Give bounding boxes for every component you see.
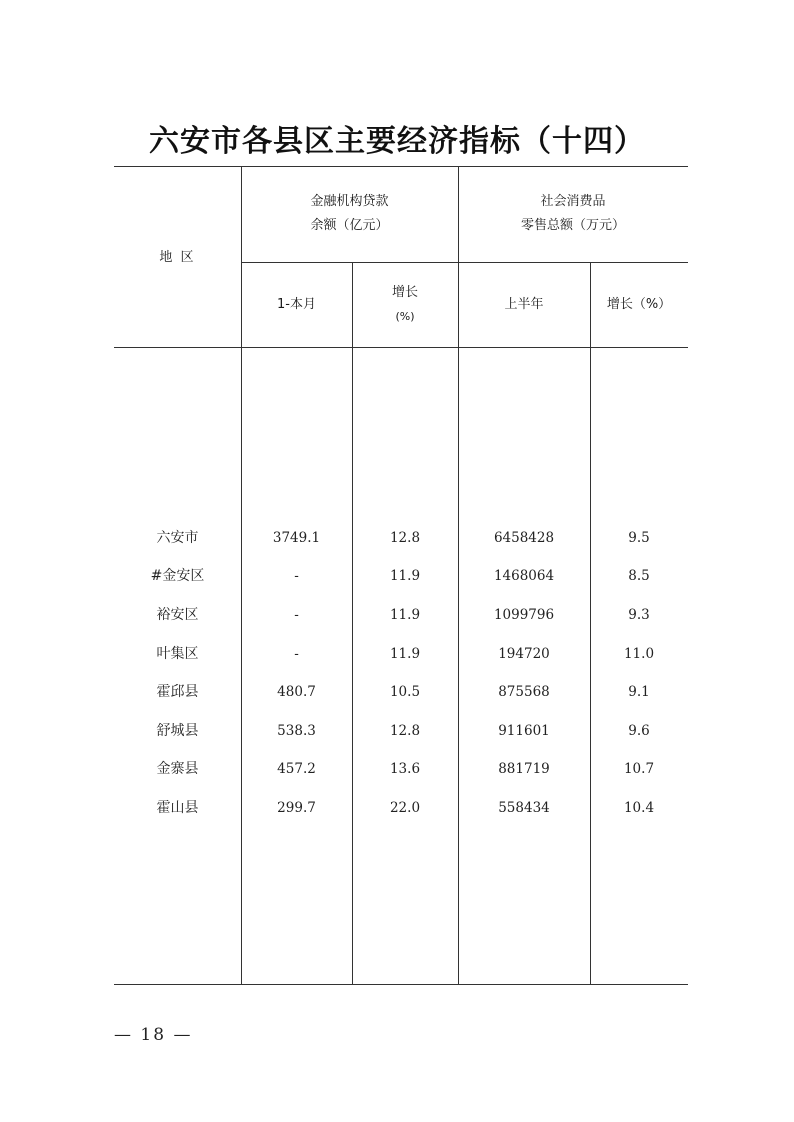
row-7-retail: 558434 — [498, 800, 550, 816]
header-retail-group — [458, 190, 688, 238]
row-4-retail-growth: 9.1 — [628, 684, 650, 700]
row-4-loan: 480.7 — [277, 684, 316, 700]
row-6-loan: 457.2 — [277, 761, 316, 777]
row-0-loan: 3749.1 — [272, 530, 321, 546]
row-5-retail-growth: 9.6 — [628, 723, 650, 739]
row-1-region: #金安区 — [150, 568, 205, 584]
header-loan-group — [241, 190, 458, 238]
row-1-retail: 1468064 — [493, 568, 555, 584]
header-region — [114, 246, 241, 270]
row-2-retail: 1099796 — [493, 607, 555, 623]
row-0-loan-growth: 12.8 — [389, 530, 421, 546]
header-loan-growth — [352, 281, 458, 329]
row-7-loan: 299.7 — [277, 800, 316, 816]
header-retail-period-label: 上半年 — [504, 297, 544, 312]
row-1-retail-growth: 8.5 — [628, 568, 650, 584]
row-5-loan-growth: 12.8 — [389, 723, 421, 739]
header-retail-growth-label: 增长（%） — [606, 297, 672, 312]
row-0-region: 六安市 — [156, 530, 199, 546]
header-loan-period — [241, 293, 352, 317]
row-3-loan: - — [294, 646, 299, 662]
row-3-loan-growth: 11.9 — [389, 646, 421, 662]
page-title: 六安市各县区主要经济指标（十四） — [149, 124, 645, 159]
header-bottom-rule — [114, 347, 688, 348]
row-6-retail-growth: 10.7 — [623, 761, 655, 777]
header-loan-line1: 金融机构贷款 — [310, 194, 389, 209]
row-6-loan-growth: 13.6 — [389, 761, 421, 777]
header-loan-period-label: 1-本月 — [277, 297, 316, 312]
row-1-loan-growth: 11.9 — [389, 568, 421, 584]
header-region-label: 地 区 — [159, 250, 196, 265]
header-retail-line1: 社会消费品 — [540, 194, 606, 209]
header-retail-growth — [590, 293, 688, 317]
header-retail-line2: 零售总额（万元） — [520, 218, 625, 233]
row-4-retail: 875568 — [498, 684, 550, 700]
row-7-retail-growth: 10.4 — [623, 800, 655, 816]
row-6-region: 金寨县 — [156, 761, 199, 777]
page-number: — 18 — — [114, 1025, 193, 1045]
row-2-retail-growth: 9.3 — [628, 607, 650, 623]
header-mid-rule — [241, 262, 688, 263]
header-loan-growth-line2: (%) — [395, 310, 415, 323]
header-loan-line2: 余额（亿元） — [310, 218, 389, 233]
row-4-region: 霍邱县 — [156, 684, 199, 700]
row-3-region: 叶集区 — [156, 646, 199, 662]
row-3-retail: 194720 — [498, 646, 550, 662]
row-5-loan: 538.3 — [277, 723, 316, 739]
row-0-retail: 6458428 — [493, 530, 555, 546]
table-top-rule — [114, 166, 688, 167]
row-0-retail-growth: 9.5 — [628, 530, 650, 546]
row-7-region: 霍山县 — [156, 800, 199, 816]
row-2-loan-growth: 11.9 — [389, 607, 421, 623]
row-2-loan: - — [294, 607, 299, 623]
row-5-region: 舒城县 — [156, 723, 199, 739]
row-2-region: 裕安区 — [156, 607, 199, 623]
row-3-retail-growth: 11.0 — [623, 646, 655, 662]
row-7-loan-growth: 22.0 — [389, 800, 421, 816]
row-5-retail: 911601 — [498, 723, 550, 739]
table-bottom-rule — [114, 984, 688, 985]
header-loan-growth-line1: 增长 — [391, 285, 418, 300]
row-1-loan: - — [294, 568, 299, 584]
row-4-loan-growth: 10.5 — [389, 684, 421, 700]
header-retail-period — [458, 293, 590, 317]
row-6-retail: 881719 — [498, 761, 550, 777]
